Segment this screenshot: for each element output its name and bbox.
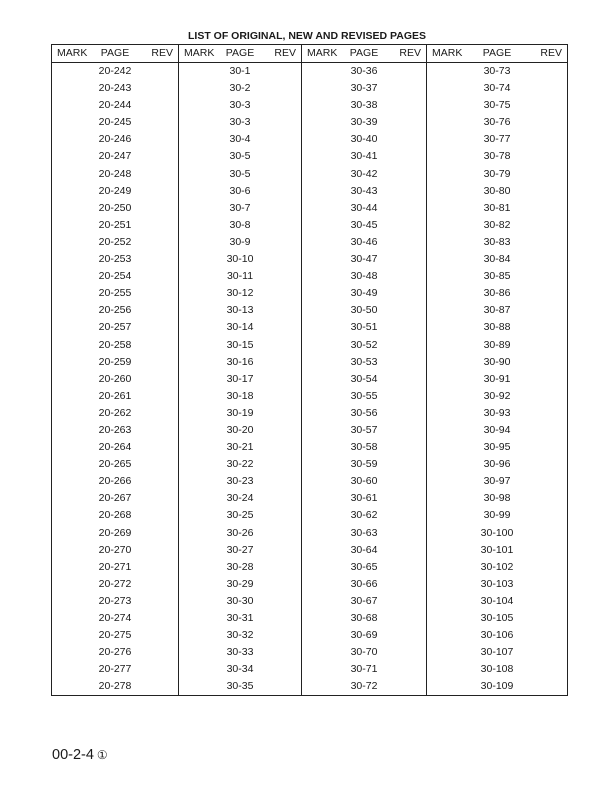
header-mark: MARK <box>184 47 215 59</box>
table-row-page: 30-89 <box>483 338 511 351</box>
table-row-page: 20-260 <box>98 372 132 385</box>
table-row-page: 30-9 <box>229 235 251 248</box>
table-row-page: 30-84 <box>483 253 511 266</box>
table-row-page: 30-34 <box>226 663 254 676</box>
table-row-page: 30-30 <box>226 594 254 607</box>
table-row-page: 30-97 <box>483 475 511 488</box>
header-rev: REV <box>399 47 421 59</box>
table-row-page: 30-5 <box>229 167 251 180</box>
column-group-1 <box>52 45 179 695</box>
table-row-page: 30-31 <box>226 612 254 624</box>
table-row-page: 30-20 <box>226 423 254 436</box>
table-row-page: 30-8 <box>229 218 251 231</box>
table-row-page: 30-16 <box>226 355 254 368</box>
table-row-page: 30-15 <box>226 338 254 351</box>
table-row-page: 30-39 <box>350 116 378 129</box>
table-row-page: 20-246 <box>98 133 132 146</box>
header-rev: REV <box>274 47 296 59</box>
table-row-page: 30-19 <box>226 406 254 419</box>
table-row-page: 30-45 <box>350 218 378 231</box>
table-row-page: 30-11 <box>226 270 254 283</box>
table-row-page: 30-62 <box>350 509 378 522</box>
table-row-page: 20-269 <box>98 526 132 539</box>
table-row-page: 30-33 <box>226 646 254 659</box>
table-row-page: 30-101 <box>480 543 514 556</box>
table-row-page: 30-108 <box>480 663 514 676</box>
header-row <box>179 45 301 63</box>
table-row-page: 30-55 <box>350 389 378 402</box>
table-row-page: 30-74 <box>483 82 511 95</box>
table-row-page: 20-266 <box>98 475 132 488</box>
revision-mark-icon: ① <box>96 748 108 762</box>
table-row-page: 30-68 <box>350 612 378 624</box>
table-row-page: 30-26 <box>226 526 254 539</box>
table-row-page: 30-1 <box>229 65 251 77</box>
table-row-page: 30-10 <box>226 253 254 266</box>
table-row-page: 30-27 <box>226 543 254 556</box>
table-row-page: 20-253 <box>98 253 132 266</box>
table-row-page: 20-245 <box>98 116 132 129</box>
table-row-page: 30-103 <box>480 577 514 590</box>
table-row-page: 30-83 <box>483 235 511 248</box>
table-row-page: 30-29 <box>226 577 254 590</box>
table-row-page: 30-43 <box>350 184 378 197</box>
table-row-page: 20-258 <box>98 338 132 351</box>
table-row-page: 30-54 <box>350 372 378 385</box>
page-list <box>427 63 567 695</box>
table-row-page: 30-17 <box>226 372 254 385</box>
table-row-page: 30-92 <box>483 389 511 402</box>
page-footer <box>52 747 108 763</box>
header-row <box>52 45 178 63</box>
table-row-page: 30-106 <box>480 629 514 642</box>
header-page: PAGE <box>100 47 130 59</box>
table-row-page: 30-23 <box>226 475 254 488</box>
header-page: PAGE <box>349 47 379 59</box>
table-row-page: 30-37 <box>350 82 378 95</box>
table-row-page: 30-93 <box>483 406 511 419</box>
table-row-page: 30-32 <box>226 629 254 642</box>
table-row-page: 30-85 <box>483 270 511 283</box>
table-row-page: 20-257 <box>98 321 132 334</box>
table-row-page: 30-47 <box>350 253 378 266</box>
table-row-page: 30-99 <box>483 509 511 522</box>
table-row-page: 30-51 <box>350 321 378 334</box>
table-row-page: 30-48 <box>350 270 378 283</box>
table-row-page: 30-52 <box>350 338 378 351</box>
table-row-page: 30-36 <box>350 65 378 77</box>
table-row-page: 30-18 <box>226 389 254 402</box>
table-row-page: 30-49 <box>350 287 378 300</box>
table-row-page: 20-264 <box>98 441 132 454</box>
table-row-page: 30-57 <box>350 423 378 436</box>
table-row-page: 30-95 <box>483 441 511 454</box>
table-row-page: 30-81 <box>483 201 511 214</box>
header-rev: REV <box>540 47 562 59</box>
table-row-page: 20-263 <box>98 423 132 436</box>
table-row-page: 20-242 <box>98 65 132 77</box>
table-row-page: 30-2 <box>229 82 251 95</box>
table-row-page: 30-102 <box>480 560 514 573</box>
page-list <box>52 63 178 695</box>
table-row-page: 30-75 <box>483 99 511 112</box>
table-row-page: 30-7 <box>229 201 251 214</box>
table-row-page: 30-13 <box>226 304 254 317</box>
table-row-page: 30-79 <box>483 167 511 180</box>
table-row-page: 30-56 <box>350 406 378 419</box>
table-row-page: 30-71 <box>350 663 378 676</box>
revised-pages-table <box>51 44 568 696</box>
table-row-page: 30-12 <box>226 287 254 300</box>
table-row-page: 30-82 <box>483 218 511 231</box>
column-group-4 <box>427 45 567 695</box>
table-row-page: 20-256 <box>98 304 132 317</box>
table-row-page: 20-273 <box>98 594 132 607</box>
table-row-page: 30-6 <box>229 184 251 197</box>
table-row-page: 20-265 <box>98 458 132 471</box>
table-row-page: 30-21 <box>226 441 254 454</box>
table-row-page: 30-3 <box>229 99 251 112</box>
header-page: PAGE <box>225 47 255 59</box>
table-row-page: 30-14 <box>226 321 254 334</box>
header-row <box>302 45 426 63</box>
table-row-page: 30-60 <box>350 475 378 488</box>
table-row-page: 30-90 <box>483 355 511 368</box>
table-row-page: 30-86 <box>483 287 511 300</box>
table-row-page: 30-28 <box>226 560 254 573</box>
table-row-page: 30-53 <box>350 355 378 368</box>
table-row-page: 30-50 <box>350 304 378 317</box>
page-list <box>179 63 301 695</box>
header-rev: REV <box>151 47 173 59</box>
table-row-page: 30-80 <box>483 184 511 197</box>
column-group-3 <box>302 45 427 695</box>
table-row-page: 20-249 <box>98 184 132 197</box>
table-row-page: 20-268 <box>98 509 132 522</box>
table-row-page: 30-105 <box>480 612 514 624</box>
table-row-page: 30-87 <box>483 304 511 317</box>
table-row-page: 20-250 <box>98 201 132 214</box>
table-row-page: 30-41 <box>350 150 378 163</box>
table-row-page: 20-267 <box>98 492 132 505</box>
table-row-page: 30-63 <box>350 526 378 539</box>
table-row-page: 20-272 <box>98 577 132 590</box>
header-page: PAGE <box>482 47 512 59</box>
table-row-page: 20-255 <box>98 287 132 300</box>
table-row-page: 30-24 <box>226 492 254 505</box>
footer-page-id: 00-2-4 <box>52 747 94 763</box>
table-row-page: 20-274 <box>98 612 132 624</box>
table-row-page: 30-22 <box>226 458 254 471</box>
page-title: LIST OF ORIGINAL, NEW AND REVISED PAGES <box>187 30 426 42</box>
table-row-page: 30-5 <box>229 150 251 163</box>
table-row-page: 30-44 <box>350 201 378 214</box>
table-row-page: 20-278 <box>98 680 132 693</box>
table-row-page: 20-244 <box>98 99 132 112</box>
table-row-page: 30-64 <box>350 543 378 556</box>
table-row-page: 20-277 <box>98 663 132 676</box>
table-row-page: 30-88 <box>483 321 511 334</box>
table-row-page: 20-247 <box>98 150 132 163</box>
header-mark: MARK <box>307 47 338 59</box>
table-row-page: 30-72 <box>350 680 378 693</box>
table-row-page: 20-251 <box>98 218 132 231</box>
table-row-page: 30-96 <box>483 458 511 471</box>
table-row-page: 30-3 <box>229 116 251 129</box>
table-row-page: 30-91 <box>483 372 511 385</box>
table-row-page: 30-25 <box>226 509 254 522</box>
table-row-page: 30-67 <box>350 594 378 607</box>
table-row-page: 30-109 <box>480 680 514 693</box>
table-row-page: 30-66 <box>350 577 378 590</box>
table-row-page: 20-270 <box>98 543 132 556</box>
table-row-page: 30-65 <box>350 560 378 573</box>
table-row-page: 30-98 <box>483 492 511 505</box>
page-list <box>302 63 426 695</box>
table-row-page: 20-259 <box>98 355 132 368</box>
table-row-page: 30-35 <box>226 680 254 693</box>
table-row-page: 30-38 <box>350 99 378 112</box>
table-row-page: 30-61 <box>350 492 378 505</box>
table-row-page: 30-70 <box>350 646 378 659</box>
table-row-page: 20-248 <box>98 167 132 180</box>
table-row-page: 30-77 <box>483 133 511 146</box>
table-row-page: 30-73 <box>483 65 511 77</box>
table-row-page: 20-276 <box>98 646 132 659</box>
table-row-page: 30-78 <box>483 150 511 163</box>
table-row-page: 30-100 <box>480 526 514 539</box>
table-row-page: 20-254 <box>98 270 132 283</box>
table-row-page: 20-271 <box>98 560 132 573</box>
column-group-2 <box>179 45 302 695</box>
table-row-page: 20-275 <box>98 629 132 642</box>
header-mark: MARK <box>57 47 88 59</box>
table-row-page: 30-4 <box>229 133 251 146</box>
table-row-page: 30-107 <box>480 646 514 659</box>
table-row-page: 30-58 <box>350 441 378 454</box>
table-row-page: 30-69 <box>350 629 378 642</box>
table-row-page: 30-76 <box>483 116 511 129</box>
table-row-page: 30-46 <box>350 235 378 248</box>
table-row-page: 20-243 <box>98 82 132 95</box>
table-row-page: 30-59 <box>350 458 378 471</box>
header-row <box>427 45 567 63</box>
table-row-page: 30-40 <box>350 133 378 146</box>
table-row-page: 30-94 <box>483 423 511 436</box>
table-row-page: 20-261 <box>98 389 132 402</box>
table-row-page: 20-252 <box>98 235 132 248</box>
table-row-page: 30-42 <box>350 167 378 180</box>
table-row-page: 20-262 <box>98 406 132 419</box>
table-row-page: 30-104 <box>480 594 514 607</box>
header-mark: MARK <box>432 47 463 59</box>
